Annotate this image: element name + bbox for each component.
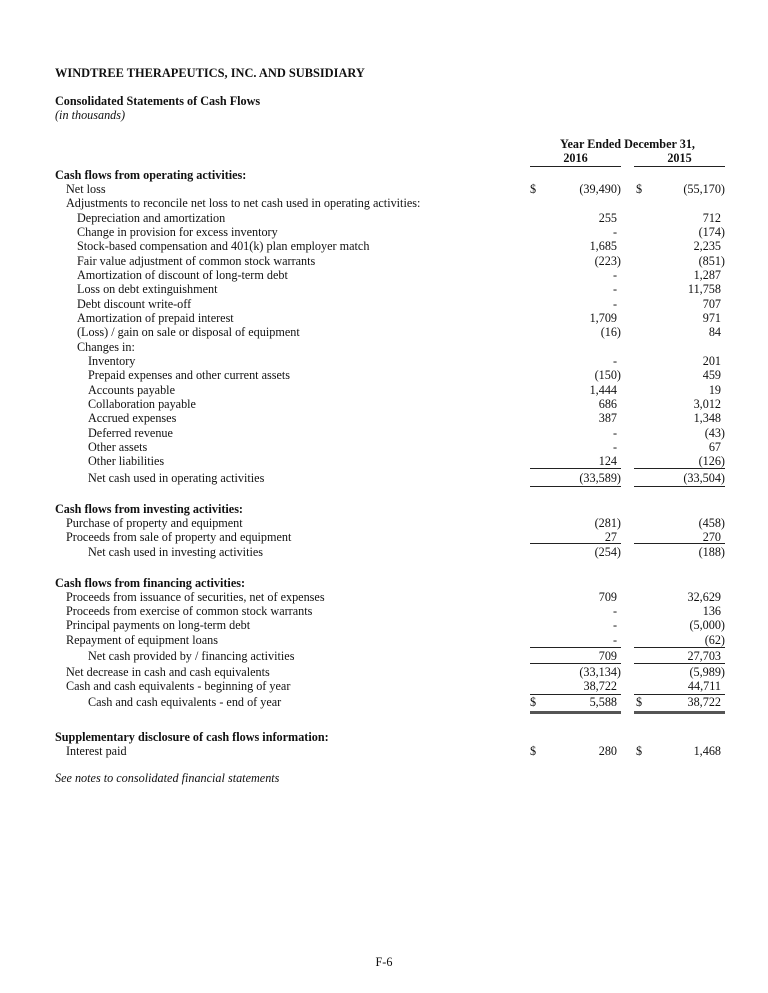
- column-rule: [530, 486, 621, 487]
- statement-title: Consolidated Statements of Cash Flows: [55, 94, 261, 108]
- row-label: Net cash provided by / financing activities: [88, 649, 295, 663]
- value-2015: (851): [698, 254, 725, 268]
- currency-symbol: $: [530, 182, 537, 196]
- row-label: Purchase of property and equipment: [66, 516, 243, 530]
- value-2015: (5,989): [689, 665, 725, 679]
- column-rule: [530, 166, 621, 167]
- table-row: [0, 454, 768, 468]
- row-label: Collaboration payable: [88, 397, 196, 411]
- value-2016: -: [612, 354, 617, 368]
- row-label: Proceeds from issuance of securities, net of expenses: [66, 590, 325, 604]
- table-row: [0, 282, 768, 296]
- table-row: [0, 426, 768, 440]
- value-2016: -: [612, 618, 617, 632]
- statement-units: (in thousands): [55, 108, 126, 122]
- value-2016: (150): [594, 368, 621, 382]
- currency-symbol: $: [530, 744, 537, 758]
- row-label: Accounts payable: [88, 383, 175, 397]
- table-row: [0, 383, 768, 397]
- value-2016: 709: [598, 590, 617, 604]
- row-label: Inventory: [88, 354, 136, 368]
- value-2015: (174): [698, 225, 725, 239]
- value-2016: -: [612, 297, 617, 311]
- row-label: Other liabilities: [88, 454, 165, 468]
- value-2016: 38,722: [583, 679, 617, 693]
- table-row: [0, 471, 768, 485]
- section-header-row: [0, 730, 768, 744]
- row-label: Cash and cash equivalents - beginning of year: [66, 679, 291, 693]
- table-row: [0, 182, 768, 196]
- table-row: [0, 604, 768, 618]
- table-row: [0, 354, 768, 368]
- value-2016: 124: [598, 454, 617, 468]
- value-2015: 1,348: [693, 411, 721, 425]
- value-2015: 2,235: [693, 239, 721, 253]
- row-label: Proceeds from exercise of common stock warrants: [66, 604, 313, 618]
- table-row: [0, 530, 768, 544]
- value-2016: -: [612, 268, 617, 282]
- column-rule: [634, 166, 725, 167]
- value-2015: 270: [702, 530, 721, 544]
- table-row: [0, 649, 768, 663]
- row-label: (Loss) / gain on sale or disposal of equipment: [77, 325, 300, 339]
- value-2016: 1,685: [589, 239, 617, 253]
- row-label: Repayment of equipment loans: [66, 633, 218, 647]
- table-row: [0, 665, 768, 679]
- value-2015: (188): [698, 545, 725, 559]
- row-label: Amortization of discount of long-term debt: [77, 268, 288, 282]
- column-header-2015: 2015: [667, 151, 692, 165]
- table-row: [0, 368, 768, 382]
- value-2015: 971: [702, 311, 721, 325]
- table-row: [0, 196, 768, 210]
- row-label: Principal payments on long-term debt: [66, 618, 251, 632]
- value-2015: 1,468: [693, 744, 721, 758]
- value-2016: -: [612, 440, 617, 454]
- value-2016: 27: [604, 530, 617, 544]
- currency-symbol: $: [636, 695, 643, 709]
- value-2015: (126): [698, 454, 725, 468]
- value-2015: 11,758: [687, 282, 721, 296]
- value-2015: 459: [702, 368, 721, 382]
- page-number: F-6: [375, 955, 393, 969]
- value-2015: (33,504): [683, 471, 725, 485]
- table-row: [0, 340, 768, 354]
- section-header-row: [0, 168, 768, 182]
- value-2016: 387: [598, 411, 617, 425]
- value-2016: -: [612, 604, 617, 618]
- row-label: Net cash used in operating activities: [88, 471, 265, 485]
- value-2016: (33,589): [579, 471, 621, 485]
- value-2016: 255: [598, 211, 617, 225]
- value-2016: 686: [598, 397, 617, 411]
- value-2016: 1,709: [589, 311, 617, 325]
- table-row: [0, 325, 768, 339]
- value-2015: 19: [708, 383, 721, 397]
- table-row: [0, 268, 768, 282]
- value-2016: (33,134): [579, 665, 621, 679]
- row-label: Changes in:: [77, 340, 135, 354]
- row-label: Net loss: [66, 182, 106, 196]
- row-label: Deferred revenue: [88, 426, 173, 440]
- row-label: Adjustments to reconcile net loss to net cash used in operating activities:: [66, 196, 421, 210]
- row-label: Proceeds from sale of property and equipment: [66, 530, 292, 544]
- table-row: [0, 397, 768, 411]
- row-label: Prepaid expenses and other current assets: [88, 368, 291, 382]
- table-row: [0, 440, 768, 454]
- table-row: [0, 225, 768, 239]
- value-2015: (43): [704, 426, 725, 440]
- value-2016: 280: [598, 744, 617, 758]
- column-rule: [634, 711, 725, 714]
- value-2015: 707: [702, 297, 721, 311]
- value-2016: -: [612, 225, 617, 239]
- table-row: [0, 516, 768, 530]
- section-header-row: [0, 502, 768, 516]
- value-2015: 44,711: [687, 679, 721, 693]
- currency-symbol: $: [530, 695, 537, 709]
- table-row: [0, 695, 768, 709]
- footnote: See notes to consolidated financial statements: [55, 771, 280, 785]
- company-name: WINDTREE THERAPEUTICS, INC. AND SUBSIDIARY: [55, 66, 365, 80]
- value-2015: 136: [702, 604, 721, 618]
- value-2015: 201: [702, 354, 721, 368]
- value-2015: 32,629: [687, 590, 721, 604]
- value-2016: -: [612, 426, 617, 440]
- row-label: Cash flows from investing activities:: [55, 502, 243, 516]
- value-2015: 38,722: [687, 695, 721, 709]
- value-2015: (458): [698, 516, 725, 530]
- section-header-row: [0, 576, 768, 590]
- row-label: Net cash used in investing activities: [88, 545, 263, 559]
- table-row: [0, 311, 768, 325]
- table-row: [0, 744, 768, 758]
- value-2015: 3,012: [693, 397, 721, 411]
- value-2015: (62): [704, 633, 725, 647]
- currency-symbol: $: [636, 182, 643, 196]
- row-label: Cash and cash equivalents - end of year: [88, 695, 282, 709]
- table-row: [0, 211, 768, 225]
- column-header-2016: 2016: [563, 151, 588, 165]
- value-2016: (254): [594, 545, 621, 559]
- value-2015: 84: [708, 325, 721, 339]
- row-label: Cash flows from financing activities:: [55, 576, 246, 590]
- value-2016: 1,444: [589, 383, 617, 397]
- row-label: Supplementary disclosure of cash flows information:: [55, 730, 329, 744]
- period-header: Year Ended December 31,: [560, 137, 695, 151]
- value-2015: (55,170): [683, 182, 725, 196]
- table-row: [0, 411, 768, 425]
- row-label: Stock-based compensation and 401(k) plan employer match: [77, 239, 370, 253]
- value-2016: 5,588: [589, 695, 617, 709]
- row-label: Depreciation and amortization: [77, 211, 226, 225]
- column-rule: [634, 486, 725, 487]
- value-2016: (223): [594, 254, 621, 268]
- table-row: [0, 633, 768, 647]
- row-label: Cash flows from operating activities:: [55, 168, 247, 182]
- row-label: Fair value adjustment of common stock warrants: [77, 254, 316, 268]
- row-label: Debt discount write-off: [77, 297, 192, 311]
- table-row: [0, 590, 768, 604]
- row-label: Net decrease in cash and cash equivalents: [66, 665, 270, 679]
- column-rule: [530, 711, 621, 714]
- row-label: Other assets: [88, 440, 148, 454]
- value-2015: (5,000): [689, 618, 725, 632]
- row-label: Change in provision for excess inventory: [77, 225, 278, 239]
- table-row: [0, 254, 768, 268]
- value-2016: (39,490): [579, 182, 621, 196]
- value-2016: -: [612, 633, 617, 647]
- value-2015: 712: [702, 211, 721, 225]
- row-label: Loss on debt extinguishment: [77, 282, 218, 296]
- value-2015: 27,703: [687, 649, 721, 663]
- row-label: Interest paid: [66, 744, 127, 758]
- table-row: [0, 545, 768, 559]
- value-2015: 1,287: [693, 268, 721, 282]
- table-row: [0, 618, 768, 632]
- table-row: [0, 297, 768, 311]
- value-2016: (281): [594, 516, 621, 530]
- row-label: Amortization of prepaid interest: [77, 311, 234, 325]
- value-2016: -: [612, 282, 617, 296]
- currency-symbol: $: [636, 744, 643, 758]
- table-row: [0, 679, 768, 693]
- row-label: Accrued expenses: [88, 411, 177, 425]
- value-2016: 709: [598, 649, 617, 663]
- value-2015: 67: [708, 440, 721, 454]
- table-row: [0, 239, 768, 253]
- value-2016: (16): [600, 325, 621, 339]
